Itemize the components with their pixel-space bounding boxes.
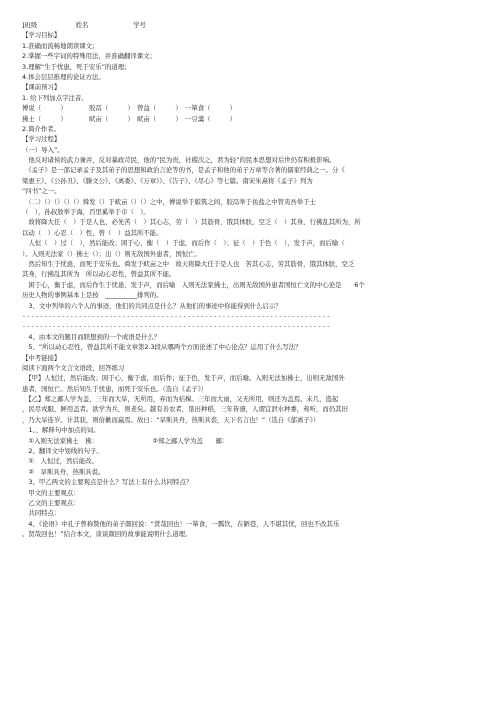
paragraph-line: 他反对诸侯的武力兼并，反对暴政苛民，他的“民为贵，社稷次之，君为轻”的民本思想对后世仍有积极影响。 — [22, 156, 336, 165]
exercise-3-common: 共同特点： — [22, 509, 61, 518]
paragraph-line: 人恒（ ）过（ ），然后能改；困于心，衡（ ）于虑，而后作（ ）；征（ ）于色（ ），发于声，而后喻（ — [22, 239, 345, 248]
pinyin-row-2: 拂士（ ） 畎亩（ ） 畎亩（ ） 一豆羹（ ） — [22, 114, 237, 123]
exercise-3: 3、甲乙两文的主要观点是什么？写法上有什么共同特点？ — [22, 478, 193, 487]
goal-3: 3.理解“生于忧患，死于安乐”的道理； — [22, 62, 131, 71]
exercise-1-items: ①入则无法家拂士 拂： ②郑之鄙人学为盖 鄙： — [22, 436, 229, 445]
header-class-name-number: ]班级 姓名 学号 — [22, 21, 146, 29]
question-3: 3、文中列举的六个人的事迹，他们的共同点是什么？从他们的事迹中你能得到什么启示？ — [22, 301, 282, 310]
heading-preview: 【课前预习】 — [22, 83, 61, 92]
exercise-3-jia: 甲文的主要观点： — [22, 488, 80, 497]
goal-4: 4.体会层层推理的论证方法。 — [22, 72, 105, 81]
question-4: 4、由本文的题目而联想到的一个成语是什么？ — [22, 332, 161, 341]
paragraph-line: 故将降大任（ ）于是人也，必先苦（ ）其心志，劳（ ）其筋骨，饿其体肤，空乏（ ）其身，行拂乱其所为，所 — [22, 218, 361, 227]
exercise-4: 4、《论语》中孔子曾称赞他的弟子颜回说：“贤哉回也！一箪食，一瓢饮，在陋巷，人不堪其忧，回也不改其乐 — [22, 519, 340, 528]
paragraph-line: “四书”之一。 — [22, 187, 61, 196]
exercise-3-yi: 乙文的主要观点： — [22, 498, 80, 507]
passage-yi: ，乃大旱连岁。计其获，则倍歉而赢焉。故曰：“旱斯具舟，热斯具裘，天下名言也！”（选自《郁离子》） — [22, 415, 320, 424]
exercise-4: 。贤哉回也！”结合本文，谈谈颜回的故事能说明什么道理。 — [22, 530, 192, 539]
paragraph-line: （二）（）（）（）（）舜发（）于畎亩（）（）之中，傅说举于版筑之间，胶鬲举于鱼盐之中管夷吾举于士 — [22, 197, 316, 206]
paragraph-line: 历史人物的事例基本上是按 __________排列的。 — [22, 291, 163, 300]
heading-exam-link: 【中考链接】 — [22, 353, 61, 362]
answer-line: ----------------------------------------------------------------------- — [22, 322, 331, 331]
exercise-2-item-1: ① 人恒过，然后能改。 — [22, 457, 99, 466]
exercise-2: 2、翻译文中划线的句子。 — [22, 447, 103, 456]
exercise-2-item-2: ② 旱斯具舟，热斯具裘。 — [22, 467, 105, 476]
heading-learning-goals: 【学习目标】 — [22, 31, 61, 40]
paragraph-line: ）。入则无法家（）拂士（）；出（）则无敌国外患者，国恒亡。 — [22, 249, 201, 258]
answer-line: ----------------------------------------------------------------------- — [22, 311, 331, 320]
passage-yi: 【乙】郑之鄙人学为盖，三年而大旱，无所用，弃而为桔槔。三年而大雨，又无所用，则还为盖焉。未几，盗起 — [22, 395, 339, 404]
passage-yi: ，民尽戎服，鲜用盖者。欲学为兵，则老矣。越有善农者，垦田种稻，三年皆潦，人谓宜泄水种黍，弗听，而仍其旧 — [22, 405, 348, 414]
goal-1: 1.准确而流畅地朗读课文； — [22, 41, 99, 50]
paragraph-line: 其身，行拂乱其所为 所以动心忍性，曾益其所不能。 — [22, 270, 176, 279]
paragraph-line: 然后知生于忧患，而死于安乐也。舜发于畎亩之中 故天将降大任于是人也 苦其心志，劳其筋骨，饿其体肤，空乏 — [22, 259, 355, 268]
goal-2: 2.掌握一些字词的特殊用法，并准确翻译课文； — [22, 52, 156, 61]
paragraph-line: 梁惠王》、《公孙丑》、《滕文公》、《离娄》、《万章》》、《告子》、《尽心》等七篇。南宋朱熹将《孟子》列为 — [22, 176, 313, 185]
section-intro: （一）导入”。 — [22, 145, 64, 154]
exercise-1: 1、、解释句中加点的词。 — [22, 426, 100, 435]
passage-jia: 患者，国恒亡。然后知生于忧患，而死于安乐也。（选自《孟子》） — [22, 384, 208, 393]
paragraph-line: 以动（ ）心忍（ ）性，曾（ ）益其所不能。 — [22, 228, 163, 237]
heading-learning-process: 【学习过程】 — [22, 135, 61, 144]
preview-q1: 1. 给下列加点字注音。 — [22, 93, 88, 102]
question-5: 5、“所以动心忍性，曾益其所不能文章第2.3段从哪两个方面论述了中心论点？运用了什么写法？ — [22, 343, 302, 352]
paragraph-line: 困于心，衡于虑，而后作生于忧患，发于声，而后喻 入则无法家拂士，出则无敌国外患者国恒亡文的中心论是 6个 — [22, 280, 365, 289]
paragraph-line: （ ），孙叔敖举于海，百里奚举于市（ ）。 — [22, 208, 150, 217]
pinyin-row-1: 傅说（ ） 胶鬲（ ） 曾益（ ） 一箪食（ ） — [22, 104, 237, 113]
passage-jia: 【甲】人恒过，然后能改；困于心，衡于虑，而后作；征于色，发于声，而后喻。入则无法加拂士，出则无敌国外 — [22, 374, 345, 383]
paragraph-line: 《孟子》是一部记录孟子及其弟子的思想和政治言论等的书，是孟子和他的弟子万章等合著的儒家经典之一。分《 — [22, 166, 345, 175]
preview-q2: 2.简介作者。 — [22, 124, 61, 133]
reading-instructions: 阅读下面两个文言文语段，回答练习 — [22, 363, 125, 372]
